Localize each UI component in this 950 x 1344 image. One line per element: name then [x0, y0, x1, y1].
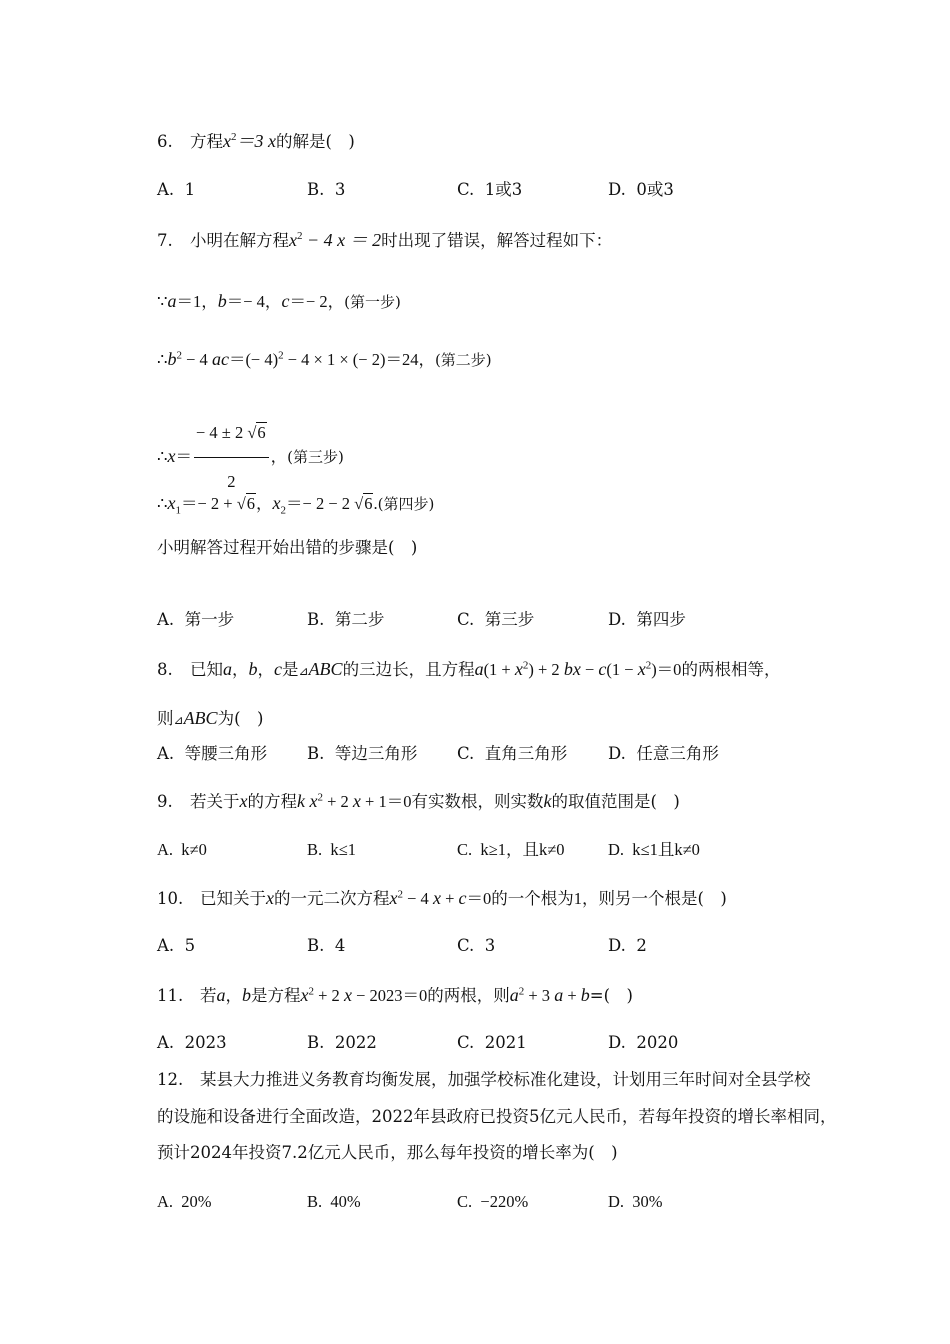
q10-option-b[interactable]: B. 4	[307, 936, 346, 955]
q11-option-c[interactable]: C. 2021	[457, 1033, 527, 1052]
q10-stem: 10. 已知关于x的一元二次方程$x^2 - 4$ x + c＝0的一个根为1，则另一个根是( )	[157, 888, 727, 908]
q8-stem-line2: 则⊿ABC为( )	[157, 708, 264, 728]
q6-option-c[interactable]: C. 1或3	[457, 180, 523, 199]
q8-stem: 8. 已知a，b，c是⊿ABC的三边长，且方程$a(1 + x^2) + 2$ bx − $c(1 - x^2)=0$的两根相等，	[157, 659, 781, 679]
q7-step4: $\therefore x_1=- 2 + √6$，$x_2=- 2 - 2$ √6.(第四步)	[157, 493, 435, 517]
q7-question: 小明解答过程开始出错的步骤是( )	[157, 538, 418, 557]
q6-option-d[interactable]: D. 0或3	[608, 180, 674, 199]
q7-option-c[interactable]: C. 第三步	[457, 610, 535, 629]
q6-equation: $x^2=3$ x	[223, 131, 276, 151]
q8-option-a[interactable]: A. 等腰三角形	[157, 744, 268, 763]
q9-option-b[interactable]: B. k≤1	[307, 840, 356, 859]
q10-number: 10.	[157, 889, 184, 908]
q7-stem: 7. 小明在解方程$x^2 - 4$ x ＝ 2时出现了错误，解答过程如下：	[157, 230, 613, 250]
q8-option-c[interactable]: C. 直角三角形	[457, 744, 568, 763]
q9-stem: 9. 若关于x的方程k $x^2 + 2$ x + 1＝0有实数根，则实数k的取值范围是( )	[157, 791, 680, 811]
q11-option-a[interactable]: A. 2023	[157, 1033, 227, 1052]
q11-option-d[interactable]: D. 2020	[608, 1033, 679, 1052]
q11-stem: 11. 若a，b是方程$x^2 + 2$ x − 2023＝0的两根，则$a^2 + 3$ a + b=( )	[157, 985, 633, 1005]
q12-line1: 12. 某县大力推进义务教育均衡发展，加强学校标准化建设，计划用三年时间对全县学校	[157, 1070, 811, 1089]
q8-number: 8.	[157, 660, 173, 679]
q10-option-c[interactable]: C. 3	[457, 936, 496, 955]
q9-option-a[interactable]: A. k≠0	[157, 840, 207, 859]
q9-number: 9.	[157, 792, 173, 811]
q6-number: 6.	[157, 132, 173, 151]
q7-equation: $x^2 - 4$ x ＝ 2	[289, 230, 382, 250]
q11-option-b[interactable]: B. 2022	[307, 1033, 377, 1052]
q10-option-a[interactable]: A. 5	[157, 936, 196, 955]
q12-line3: 预计2024年投资7.2亿元人民币，那么每年投资的增长率为( )	[157, 1143, 618, 1162]
q6-option-b[interactable]: B. 3	[307, 180, 346, 199]
q12-option-b[interactable]: B. 40%	[307, 1192, 361, 1211]
q7-step3: ∴x＝ $\frac{- 4 \pm 2 √6}{2}$ ，(第三步)	[157, 410, 344, 505]
q12-line2: 的设施和设备进行全面改造，2022年县政府已投资5亿元人民币，若每年投资的增长率相同，	[157, 1107, 837, 1126]
q7-option-b[interactable]: B. 第二步	[307, 610, 385, 629]
q11-number: 11.	[157, 986, 184, 1005]
q6-option-a[interactable]: A. 1	[157, 180, 196, 199]
q7-option-d[interactable]: D. 第四步	[608, 610, 686, 629]
q9-option-d[interactable]: D. k≤1且k≠0	[608, 840, 700, 859]
q12-number: 12.	[157, 1070, 184, 1089]
q9-option-c[interactable]: C. k≥1，且k≠0	[457, 840, 565, 859]
q8-option-d[interactable]: D. 任意三角形	[608, 744, 719, 763]
q12-option-c[interactable]: C. −220%	[457, 1192, 529, 1211]
q6-stem: 6. 方程$x^2=3$ x的解是( )	[157, 131, 355, 151]
q7-option-a[interactable]: A. 第一步	[157, 610, 235, 629]
q12-option-d[interactable]: D. 30%	[608, 1192, 663, 1211]
q10-option-d[interactable]: D. 2	[608, 936, 647, 955]
q7-step1: ∵a＝1，b＝− 4，c＝− 2，(第一步)	[157, 291, 401, 311]
q7-step2: $\therefore b^2 - 4$ $ac=(- 4)^2 - 4 \times 1$ × (− 2)＝24，(第二步)	[157, 349, 492, 369]
q7-number: 7.	[157, 231, 173, 250]
q8-option-b[interactable]: B. 等边三角形	[307, 744, 418, 763]
q12-option-a[interactable]: A. 20%	[157, 1192, 212, 1211]
